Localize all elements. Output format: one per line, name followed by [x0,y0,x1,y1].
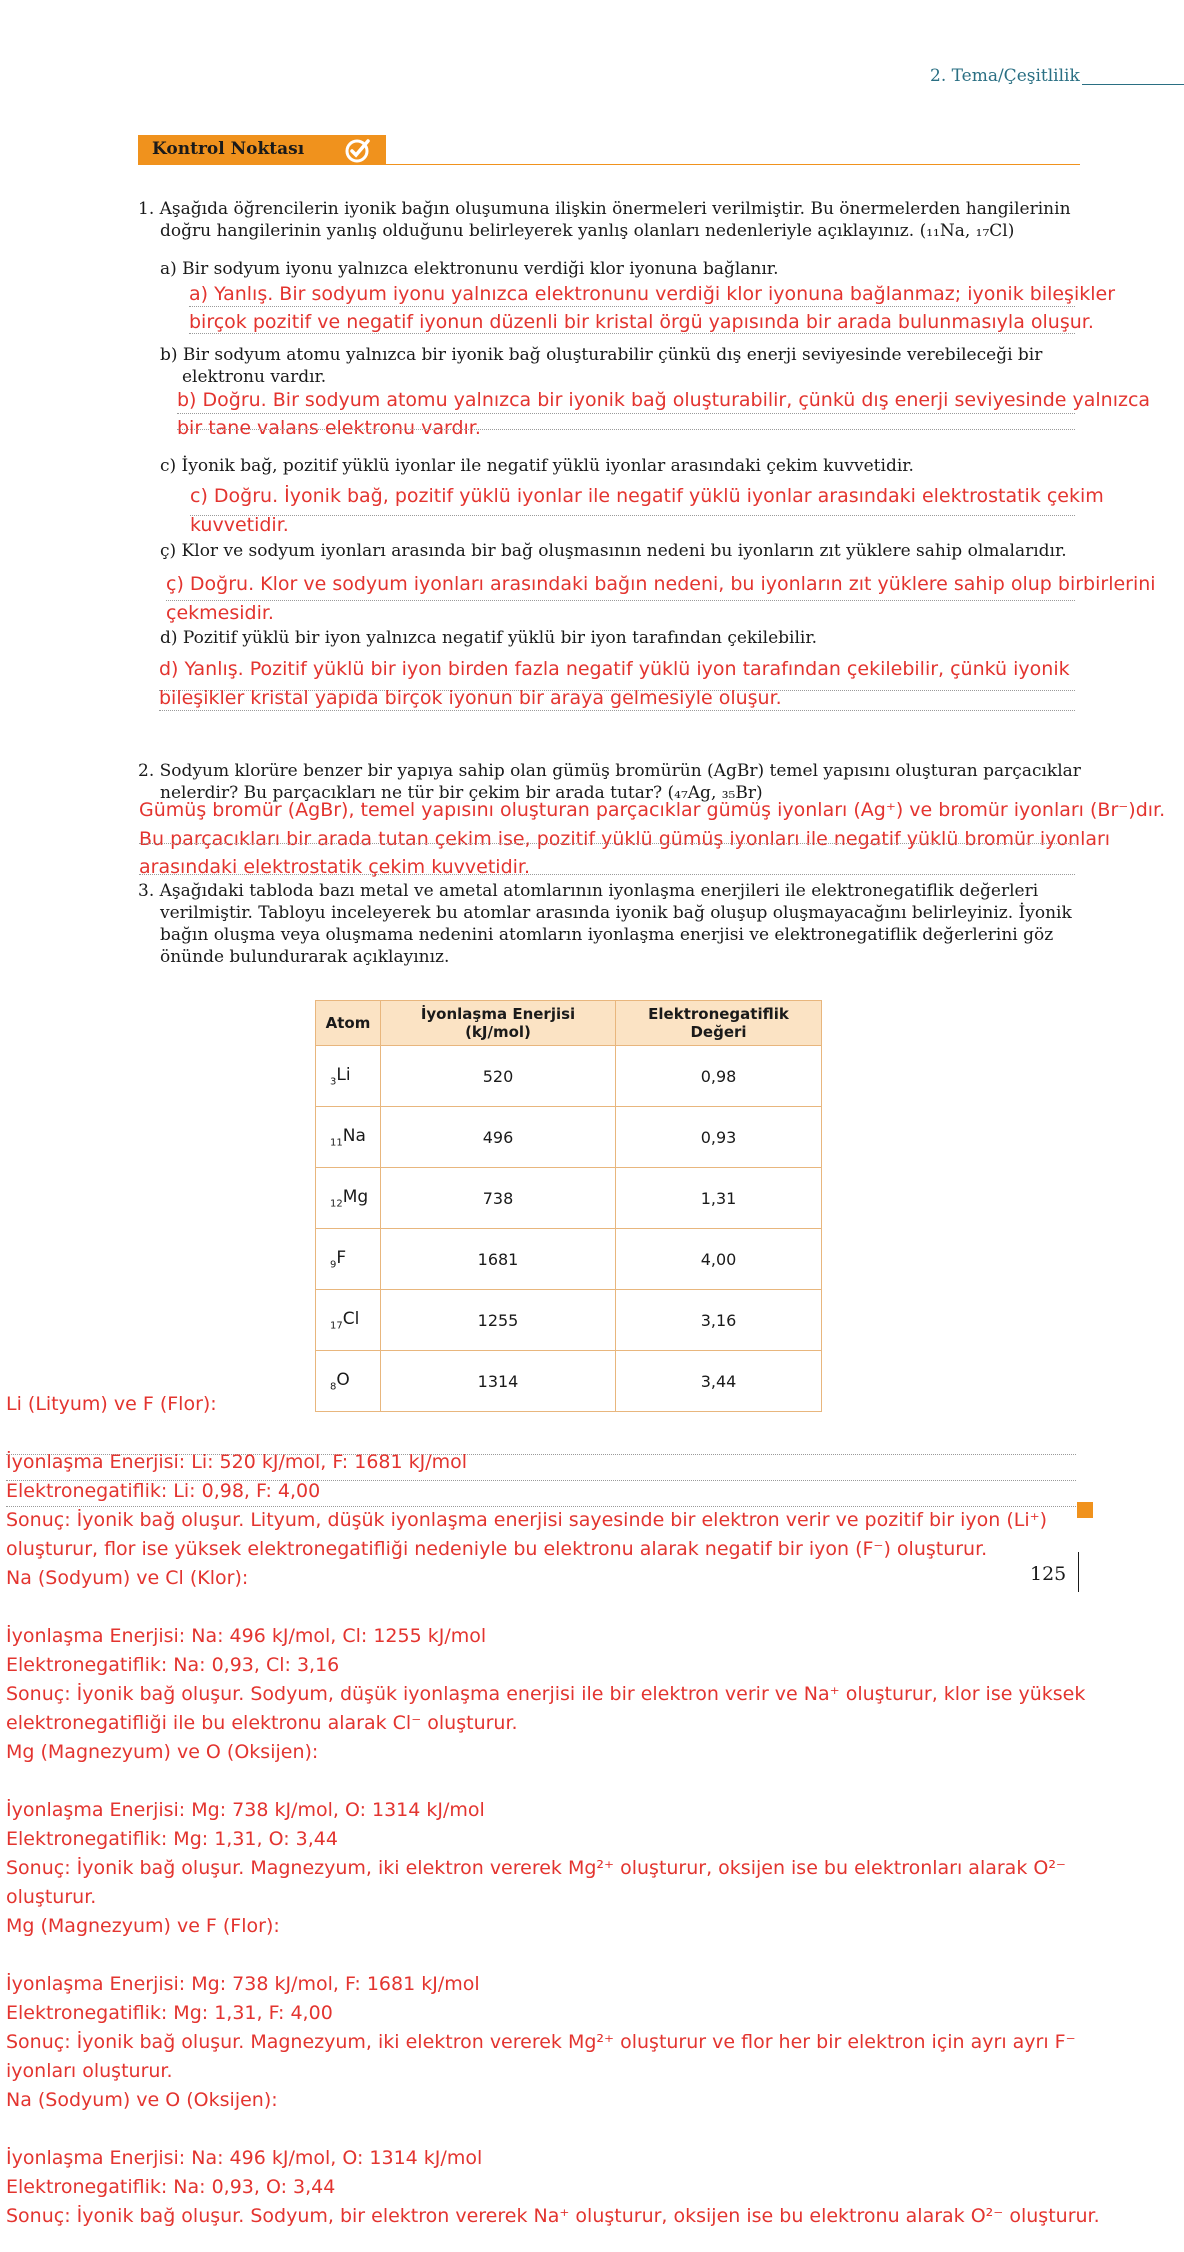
q3-line2: verilmiştir. Tabloyu inceleyerek bu atomlar arasında iyonik bağ oluşup oluşmayacağını belirleyiniz. İyonik [160,903,1072,923]
q1-line1: 1. Aşağıda öğrencilerin iyonik bağın oluşumuna ilişkin önermeleri verilmiştir. Bu önermelerden hangilerinin [138,199,1071,219]
answer-line-text: Mg (Magnezyum) ve F (Flor): [6,1915,280,1937]
en-cell: 4,00 [616,1229,822,1290]
ie-cell: 520 [381,1046,616,1107]
answer-line [190,515,1075,516]
en-cell: 3,16 [616,1290,822,1351]
answer-line-text: İyonlaşma Enerjisi: Mg: 738 kJ/mol, O: 1314 kJ/mol [6,1799,485,1821]
answer-line-text [6,2115,1178,2144]
col-electronegativity: Elektronegatiflik Değeri [616,1001,822,1046]
col-atom: Atom [316,1001,381,1046]
q1-b-line1: b) Bir sodyum atomu yalnızca bir iyonik bağ oluşturabilir çünkü dış enerji seviyesinde verebileceği bir [160,345,1043,365]
ie-cell: 1255 [381,1290,616,1351]
answer-line-text [6,1941,1178,1970]
ie-cell: 1314 [381,1351,616,1412]
q1-b-answer-1: b) Doğru. Bir sodyum atomu yalnızca bir iyonik bağ oluşturabilir, çünkü dış enerji seviyesinde yalnızca [177,389,1151,411]
answer-line [139,843,1075,844]
q1-a-answer-1: a) Yanlış. Bir sodyum iyonu yalnızca elektronunu verdiği klor iyonuna bağlanmaz; iyonik bileşikler [189,283,1115,305]
section-title: 2. Tema/Çeşitlilik [930,66,1080,86]
en-cell: 0,93 [616,1107,822,1168]
answer-line-text: oluşturur, flor ise yüksek elektronegatifliği nedeniyle bu elektronu alarak negatif bir iyon (F⁻) oluşturur. [6,1538,988,1560]
en-cell: 3,44 [616,1351,822,1412]
atom-cell: $_3$Li [316,1046,381,1107]
q1-a-answer-2: birçok pozitif ve negatif iyonun düzenli bir kristal örgü yapısında bir arada bulunmasıyla oluşur. [189,311,1094,333]
table-row [316,1107,822,1168]
ie-cell: 738 [381,1168,616,1229]
banner-label: Kontrol Noktası [152,139,305,159]
answer-line-text: oluşturur. [6,1886,97,1908]
q1-cc: ç) Klor ve sodyum iyonları arasında bir bağ oluşmasının nedeni bu iyonların zıt yüklere sahip olmalarıdır. [160,541,1067,561]
q2-answer-2: Bu parçacıkları bir arada tutan çekim ise, pozitif yüklü gümüş iyonları ile negatif yüklü bromür iyonları [139,828,1111,850]
q1-d: d) Pozitif yüklü bir iyon yalnızca negatif yüklü bir iyon tarafından çekilebilir. [160,628,818,648]
en-cell: 1,31 [616,1168,822,1229]
answer-line-text: Na (Sodyum) ve O (Oksijen): [6,2089,278,2111]
q3-answer-block [6,1390,1178,2231]
q2-answer-1: Gümüş bromür (AgBr), temel yapısını oluşturan parçacıklar gümüş iyonları (Ag⁺) ve bromür iyonları (Br⁻)dır. [139,799,1166,821]
q1-c: c) İyonik bağ, pozitif yüklü iyonlar ile negatif yüklü iyonlar arasındaki çekim kuvvetidir. [160,456,914,476]
page-number: 125 [1030,1563,1067,1585]
answer-line [177,429,1075,430]
answer-line-text: İyonlaşma Enerjisi: Mg: 738 kJ/mol, F: 1681 kJ/mol [6,1973,480,1995]
answer-line-text: İyonlaşma Enerjisi: Na: 496 kJ/mol, Cl: 1255 kJ/mol [6,1625,487,1647]
table-header-row [316,1001,822,1046]
answer-line-text: Sonuç: İyonik bağ oluşur. Magnezyum, iki elektron vererek Mg²⁺ oluşturur, oksijen ise bu elektronları alarak O²⁻ [6,1857,1066,1879]
answer-line-text: İyonlaşma Enerjisi: Na: 496 kJ/mol, O: 1314 kJ/mol [6,2147,483,2169]
answer-line [159,710,1075,711]
answer-line [189,306,1075,307]
table-row [316,1168,822,1229]
en-cell: 0,98 [616,1046,822,1107]
col-ionization-energy: İyonlaşma Enerjisi (kJ/mol) [381,1001,616,1046]
answer-line-text: Sonuç: İyonik bağ oluşur. Sodyum, düşük iyonlaşma enerjisi ile bir elektron verir ve Na⁺ oluşturur, klor ise yüksek [6,1683,1086,1705]
answer-line-text: Mg (Magnezyum) ve O (Oksijen): [6,1741,319,1763]
q1-d-answer-2: bileşikler kristal yapıda birçok iyonun bir araya gelmesiyle oluşur. [159,687,782,709]
q2-answer-3: arasındaki elektrostatik çekim kuvvetidir. [139,856,531,878]
answer-line-text: Sonuç: İyonik bağ oluşur. Lityum, düşük iyonlaşma enerjisi sayesinde bir elektron verir ve pozitif bir iyon (Li⁺) [6,1509,1048,1531]
answer-line [166,600,1075,601]
answer-line-text: Sonuç: İyonik bağ oluşur. Sodyum, bir elektron vererek Na⁺ oluşturur, oksijen ise bu elektronu alarak O²⁻ oluşturur. [6,2205,1100,2227]
answer-line [189,333,1075,334]
answer-line-text [6,1593,1178,1622]
atom-cell: $_{17}$Cl [316,1290,381,1351]
answer-line-text [6,1419,1178,1448]
q1-a: a) Bir sodyum iyonu yalnızca elektronunu verdiği klor iyonuna bağlanır. [160,259,779,279]
answer-line-text: Elektronegatiflik: Na: 0,93, Cl: 3,16 [6,1654,340,1676]
table-row [316,1290,822,1351]
answer-line-text: elektronegatifliği ile bu elektronu alarak Cl⁻ oluşturur. [6,1712,518,1734]
q1-c-answer-2: kuvvetidir. [190,514,289,536]
q1-cc-answer-2: çekmesidir. [166,602,274,624]
q3-line1: 3. Aşağıdaki tabloda bazı metal ve ametal atomlarının iyonlaşma enerjileri ile elektronegatiflik değerleri [138,881,1039,901]
answer-line-text: Elektronegatiflik: Na: 0,93, O: 3,44 [6,2176,336,2198]
atom-cell: $_{12}$Mg [316,1168,381,1229]
check-badge-icon [344,137,372,163]
answer-line-text [6,1767,1178,1796]
banner-rule [386,164,1080,165]
answer-line-text: Elektronegatiflik: Li: 0,98, F: 4,00 [6,1480,321,1502]
q2-line2: nelerdir? Bu parçacıkları ne tür bir çekim bir arada tutar? (₄₇Ag, ₃₅Br) [160,783,763,803]
answer-line-text: Li (Lityum) ve F (Flor): [6,1393,217,1415]
ionization-table [315,1000,822,1412]
answer-line-text: Sonuç: İyonik bağ oluşur. Magnezyum, iki elektron vererek Mg²⁺ oluşturur ve flor her bir elektron için ayrı ayrı F⁻ [6,2031,1076,2053]
q3-line4: önünde bulundurarak açıklayınız. [160,947,450,967]
ie-cell: 496 [381,1107,616,1168]
q1-cc-answer-1: ç) Doğru. Klor ve sodyum iyonları arasındaki bağın nedeni, bu iyonların zıt yüklere sahip olup birbirlerini [166,573,1156,595]
header-rule [1082,84,1184,85]
q1-b-line2: elektronu vardır. [182,367,327,387]
table-row [316,1229,822,1290]
answer-line-text: Elektronegatiflik: Mg: 1,31, O: 3,44 [6,1828,338,1850]
answer-line-text: İyonlaşma Enerjisi: Li: 520 kJ/mol, F: 1681 kJ/mol [6,1451,468,1473]
ie-cell: 1681 [381,1229,616,1290]
q3-line3: bağın oluşma veya oluşmama nedenini atomların iyonlaşma enerjisi ve elektronegatiflik değerlerini göz [160,925,1054,945]
q1-c-answer-1: c) Doğru. İyonik bağ, pozitif yüklü iyonlar ile negatif yüklü iyonlar arasındaki elektrostatik çekim [190,485,1104,507]
q2-line1: 2. Sodyum klorüre benzer bir yapıya sahip olan gümüş bromürün (AgBr) temel yapısını oluşturan parçacıklar [138,761,1081,781]
q1-line2: doğru hangilerinin yanlış olduğunu belirleyerek yanlış olanları nedenleriyle açıklayınız. (₁₁Na, ₁₇Cl) [160,221,1015,241]
atom-cell: $_8$O [316,1351,381,1412]
answer-line [139,874,1075,875]
atom-cell: $_{11}$Na [316,1107,381,1168]
q1-d-answer-1: d) Yanlış. Pozitif yüklü bir iyon birden fazla negatif yüklü iyon tarafından çekilebilir, çünkü iyonik [159,658,1070,680]
q1-b-answer-2: bir tane valans elektronu vardır. [177,417,481,439]
table-row [316,1046,822,1107]
atom-cell: $_9$F [316,1229,381,1290]
answer-line-text: Na (Sodyum) ve Cl (Klor): [6,1567,249,1589]
answer-line-text: iyonları oluşturur. [6,2060,173,2082]
answer-line-text: Elektronegatiflik: Mg: 1,31, F: 4,00 [6,2002,333,2024]
